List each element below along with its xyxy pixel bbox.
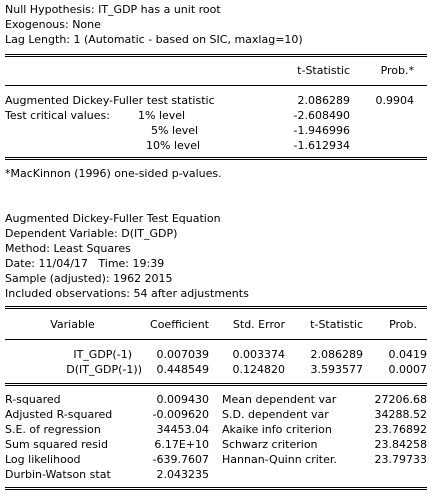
stat-right-value-4: 23.84258 [374, 438, 427, 451]
coef-row1-coefficient: 0.007039 [156, 348, 209, 361]
adf-stat-label: Augmented Dickey-Fuller test statistic [5, 94, 215, 107]
stat-left-value-6: 2.043235 [156, 468, 209, 481]
header-rule [5, 85, 427, 86]
col-prob-header: Prob.* [380, 64, 414, 77]
crit-value-1: -2.608490 [293, 109, 350, 122]
coef-top-rule [5, 306, 427, 309]
coef-header-prob: Prob. [389, 318, 417, 331]
table-top-rule [5, 54, 427, 57]
stat-right-label-5: Hannan-Quinn criter. [222, 453, 337, 466]
coef-row2-stderr: 0.124820 [232, 363, 285, 376]
dependent-variable-text: Dependent Variable: D(IT_GDP) [5, 227, 178, 240]
stat-right-label-4: Schwarz criterion [222, 438, 318, 451]
exogenous-text: Exogenous: None [5, 18, 101, 31]
lag-length-text: Lag Length: 1 (Automatic - based on SIC, maxlag=10) [5, 33, 303, 46]
stat-left-label-1: R-squared [5, 393, 61, 406]
coef-row1-stderr: 0.003374 [232, 348, 285, 361]
date-time-text: Date: 11/04/17 Time: 19:39 [5, 257, 165, 270]
adf-stat-prob: 0.9904 [375, 94, 414, 107]
sample-text: Sample (adjusted): 1962 2015 [5, 272, 173, 285]
stat-left-label-6: Durbin-Watson stat [5, 468, 111, 481]
crit-level-1: 1% level [138, 109, 186, 122]
stat-left-value-2: -0.009620 [152, 408, 209, 421]
col-tstat-header: t-Statistic [297, 64, 350, 77]
null-hypothesis-text: Null Hypothesis: IT_GDP has a unit root [5, 3, 221, 16]
stat-left-value-4: 6.17E+10 [154, 438, 209, 451]
stat-left-label-3: S.E. of regression [5, 423, 101, 436]
method-text: Method: Least Squares [5, 242, 131, 255]
adf-stat-value: 2.086289 [297, 94, 350, 107]
coef-header-coefficient: Coefficient [150, 318, 209, 331]
coef-header-rule [5, 339, 427, 340]
stat-right-value-5: 23.79733 [374, 453, 427, 466]
coef-row1-tstat: 2.086289 [310, 348, 363, 361]
crit-value-10: -1.612934 [293, 139, 350, 152]
adf-bottom-rule [5, 157, 427, 160]
crit-level-10: 10% level [146, 139, 201, 152]
stat-left-label-2: Adjusted R-squared [5, 408, 113, 421]
coef-row1-prob: 0.0419 [388, 348, 427, 361]
coef-row2-coefficient: 0.448549 [156, 363, 209, 376]
stat-right-value-2: 34288.52 [374, 408, 427, 421]
observations-text: Included observations: 54 after adjustments [5, 287, 249, 300]
stats-bottom-rule [5, 487, 427, 490]
stat-left-value-5: -639.7607 [152, 453, 209, 466]
stat-left-label-4: Sum squared resid [5, 438, 108, 451]
stat-right-value-1: 27206.68 [374, 393, 427, 406]
equation-title: Augmented Dickey-Fuller Test Equation [5, 212, 221, 225]
crit-value-5: -1.946996 [293, 124, 350, 137]
coef-row2-variable: D(IT_GDP(-1)) [66, 363, 142, 376]
footnote-text: *MacKinnon (1996) one-sided p-values. [5, 167, 222, 180]
stat-right-label-3: Akaike info criterion [222, 423, 332, 436]
stats-top-rule [5, 383, 427, 386]
coef-header-stderr: Std. Error [232, 318, 285, 331]
stat-left-value-1: 0.009430 [156, 393, 209, 406]
stat-left-label-5: Log likelihood [5, 453, 81, 466]
stat-right-value-3: 23.76892 [374, 423, 427, 436]
coef-row1-variable: IT_GDP(-1) [73, 348, 132, 361]
stat-right-label-2: S.D. dependent var [222, 408, 329, 421]
coef-row2-tstat: 3.593577 [310, 363, 363, 376]
coef-row2-prob: 0.0007 [388, 363, 427, 376]
crit-label: Test critical values: [5, 109, 110, 122]
coef-header-variable: Variable [50, 318, 95, 331]
stat-left-value-3: 34453.04 [156, 423, 209, 436]
stat-right-label-1: Mean dependent var [222, 393, 337, 406]
coef-header-tstat: t-Statistic [310, 318, 363, 331]
crit-level-5: 5% level [151, 124, 199, 137]
